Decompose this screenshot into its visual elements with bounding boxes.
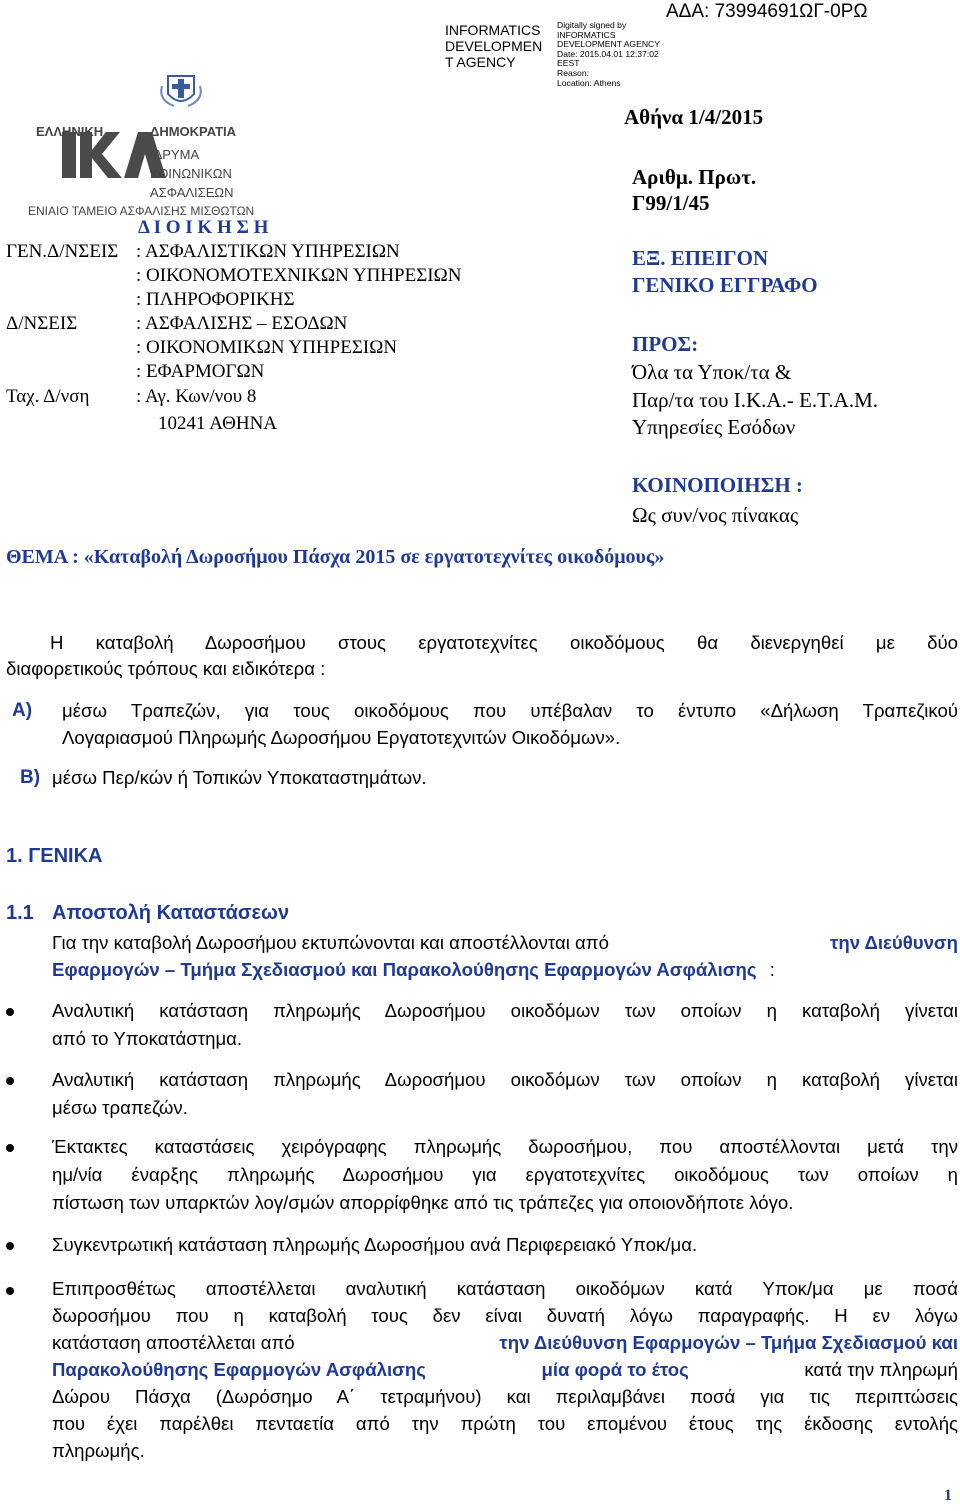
section-1-1-title: Αποστολή Καταστάσεων bbox=[52, 902, 290, 924]
bullet-2-line-1: Αναλυτική κατάσταση πληρωμής Δωροσήμου οικοδόμων των οποίων η καταβολή γίνεται bbox=[52, 1069, 958, 1090]
intro-line-1: Η καταβολή Δωροσήμου στους εργατοτεχνίτες οικοδόμους θα διενεργηθεί με δύο bbox=[50, 632, 958, 653]
option-a-label: Α) bbox=[12, 700, 33, 721]
bullet-icon bbox=[6, 1144, 14, 1152]
bullet-5-line-6: που έχει παρέλθει πενταετία από την πρώτη του επομένου έτους της έκδοσης εντολής bbox=[52, 1413, 958, 1434]
header-value-2: : ΠΛΗΡΟΦΟΡΙΚΗΣ bbox=[136, 289, 295, 310]
option-b-text: μέσω Περ/κών ή Τοπικών Υποκαταστημάτων. bbox=[52, 767, 427, 788]
protocol-label: Αριθμ. Πρωτ. bbox=[632, 165, 757, 189]
section-1-1-text-end: : bbox=[769, 959, 775, 980]
bullet-5-line-4-dept: Παρακολούθησης Εφαρμογών Ασφάλισης bbox=[52, 1359, 426, 1380]
header-label-address: Ταχ. Δ/νση bbox=[6, 386, 90, 407]
header-label-dnseis: Δ/ΝΣΕΙΣ bbox=[6, 313, 78, 334]
bullet-5-line-1: Επιπροσθέτως αποστέλλεται αναλυτική κατάσταση οικοδόμων κατά Υποκ/μα με ποσά bbox=[52, 1278, 958, 1299]
bullet-icon bbox=[6, 1242, 14, 1250]
logo-line-republic: ΔΗΜΟΚΡΑΤΙΑ bbox=[150, 124, 237, 139]
to-line-2: Παρ/τα του Ι.Κ.Α.- Ε.Τ.Α.Μ. bbox=[632, 388, 879, 412]
bullet-icon bbox=[6, 1077, 14, 1085]
bullet-4-line-1: Συγκεντρωτική κατάσταση πληρωμής Δωροσήμου ανά Περιφερειακό Υποκ/μα. bbox=[52, 1234, 698, 1255]
document-date: Αθήνα 1/4/2015 bbox=[624, 105, 764, 129]
header-value-6: : Αγ. Κων/νου 8 bbox=[136, 386, 257, 407]
header-value-0: : ΑΣΦΑΛΙΣΤΙΚΩΝ ΥΠΗΡΕΣΙΩΝ bbox=[136, 241, 400, 262]
bullet-3-line-3: πίστωση των υπαρκτών λογ/σμών απορρίφθηκε από τις τράπεζες για οποιονδήποτε λόγο. bbox=[52, 1192, 794, 1213]
header-value-4: : ΟΙΚΟΝΟΜΙΚΩΝ ΥΠΗΡΕΣΙΩΝ bbox=[136, 337, 398, 358]
bullet-5-line-3-start: κατάσταση αποστέλλεται από bbox=[52, 1332, 295, 1353]
bullet-3-line-1: Έκτακτες καταστάσεις χειρόγραφης πληρωμής δωροσήμου, που αποστέλλονται μετά την bbox=[52, 1136, 958, 1157]
intro-line-2: διαφορετικούς τρόπους και ειδικότερα : bbox=[6, 658, 326, 679]
bullet-icon bbox=[6, 1287, 14, 1295]
dioikisi-label: Δ Ι Ο Ι Κ Η Σ Η bbox=[138, 217, 269, 238]
cc-label: ΚΟΙΝΟΠΟΙΗΣΗ : bbox=[632, 473, 803, 497]
general-document-label: ΓΕΝΙΚΟ ΕΓΓΡΑΦΟ bbox=[632, 273, 818, 297]
header-value-7: 10241 ΑΘΗΝΑ bbox=[158, 413, 278, 434]
signer-name: INFORMATICS DEVELOPMEN T AGENCY bbox=[445, 22, 543, 70]
logo-line-hellenic: ΕΛΛΗΝΙΚΗ bbox=[36, 124, 104, 139]
protocol-number: Γ99/1/45 bbox=[632, 191, 710, 215]
bullet-5-line-2: δωροσήμου που η καταβολή τους δεν είναι δυνατή λόγω παραγραφής. Η εν λόγω bbox=[52, 1305, 958, 1326]
to-line-1: Όλα τα Υποκ/τα & bbox=[632, 360, 792, 384]
subject-line: ΘΕΜΑ : «Καταβολή Δωροσήμου Πάσχα 2015 σε εργατοτεχνίτες οικοδόμους» bbox=[6, 546, 665, 568]
section-1-1-text-start: Για την καταβολή Δωροσήμου εκτυπώνονται και αποστέλλονται από bbox=[52, 932, 609, 953]
bullet-3-line-2: ημ/νία έναρξης πληρωμής Δωροσήμου για εργατοτεχνίτες οικοδόμους των οποίων η bbox=[52, 1164, 958, 1185]
bullet-5-line-7: πληρωμής. bbox=[52, 1440, 145, 1461]
section-1-1-line-1 bbox=[52, 930, 958, 956]
option-b-label: Β) bbox=[20, 767, 41, 788]
bullet-5-line-3-dept: την Διεύθυνση Εφαρμογών – Τμήμα Σχεδιασμού και bbox=[499, 1332, 958, 1353]
urgent-label: ΕΞ. ΕΠΕΙΓΟΝ bbox=[632, 246, 769, 270]
option-a-line-1: μέσω Τραπεζών, για τους οικοδόμους που υπέβαλαν το έντυπο «Δήλωση Τραπεζικού bbox=[62, 700, 958, 721]
to-label: ΠΡΟΣ: bbox=[632, 332, 699, 356]
to-line-3: Υπηρεσίες Εσόδων bbox=[632, 415, 796, 439]
header-label-gen-dnseis: ΓΕΝ.Δ/ΝΣΕΙΣ bbox=[6, 241, 119, 262]
header-value-5: : ΕΦΑΡΜΟΓΩΝ bbox=[136, 361, 265, 382]
bullet-5-line-4-end: κατά την πληρωμή bbox=[804, 1359, 958, 1380]
ada-code: ΑΔΑ: 73994691ΩΓ-0ΡΩ bbox=[666, 1, 868, 22]
ika-logo bbox=[20, 70, 305, 220]
bullet-icon bbox=[6, 1008, 14, 1016]
header-value-3: : ΑΣΦΑΛΙΣΗΣ – ΕΣΟΔΩΝ bbox=[136, 313, 348, 334]
section-1-1-line-2 bbox=[52, 957, 775, 983]
logo-ika-subtitle: ΙΔΡΥΜΑ ΚΟΙΝΩΝΙΚΩΝ ΑΣΦΑΛΙΣΕΩΝ bbox=[150, 147, 234, 200]
bullet-5-line-3 bbox=[52, 1330, 958, 1356]
cc-value: Ως συν/νος πίνακας bbox=[632, 503, 799, 527]
section-1-1-number: 1.1 bbox=[6, 902, 34, 924]
section-1-1-text-dept-2: Εφαρμογών – Τμήμα Σχεδιασμού και Παρακολούθησης Εφαρμογών Ασφάλισης bbox=[52, 959, 757, 980]
section-1-1-text-dept: την Διεύθυνση bbox=[830, 932, 958, 953]
signature-details: Digitally signed by INFORMATICS DEVELOPMENT AGENCY Date: 2015.04.01 12:37:02 EEST Reason: Location: Athens bbox=[557, 20, 660, 88]
bullet-5-line-5: Δώρου Πάσχα (Δωρόσημο Α΄ τετραμήνου) και περιλαμβάνει ποσά για τις περιπτώσεις bbox=[52, 1386, 958, 1407]
bullet-1-line-1: Αναλυτική κατάσταση πληρωμής Δωροσήμου οικοδόμων των οποίων η καταβολή γίνεται bbox=[52, 1000, 958, 1021]
logo-bottom-text: ΕΝΙΑΙΟ ΤΑΜΕΙΟ ΑΣΦΑΛΙΣΗΣ ΜΙΣΘΩΤΩΝ bbox=[28, 204, 255, 218]
bullet-5-line-4 bbox=[52, 1357, 958, 1383]
header-value-1: : ΟΙΚΟΝΟΜΟΤΕΧΝΙΚΩΝ ΥΠΗΡΕΣΙΩΝ bbox=[136, 265, 462, 286]
page-number: 1 bbox=[944, 1487, 952, 1504]
bullet-5-line-4-frequency: μία φορά το έτος bbox=[541, 1359, 689, 1380]
option-a-line-2: Λογαριασμού Πληρωμής Δωροσήμου Εργατοτεχνιτών Οικοδόμων». bbox=[62, 727, 621, 748]
section-1-heading: 1. ΓΕΝΙΚΑ bbox=[6, 845, 103, 867]
bullet-1-line-2: από το Υποκατάστημα. bbox=[52, 1028, 243, 1049]
bullet-2-line-2: μέσω τραπεζών. bbox=[52, 1097, 188, 1118]
